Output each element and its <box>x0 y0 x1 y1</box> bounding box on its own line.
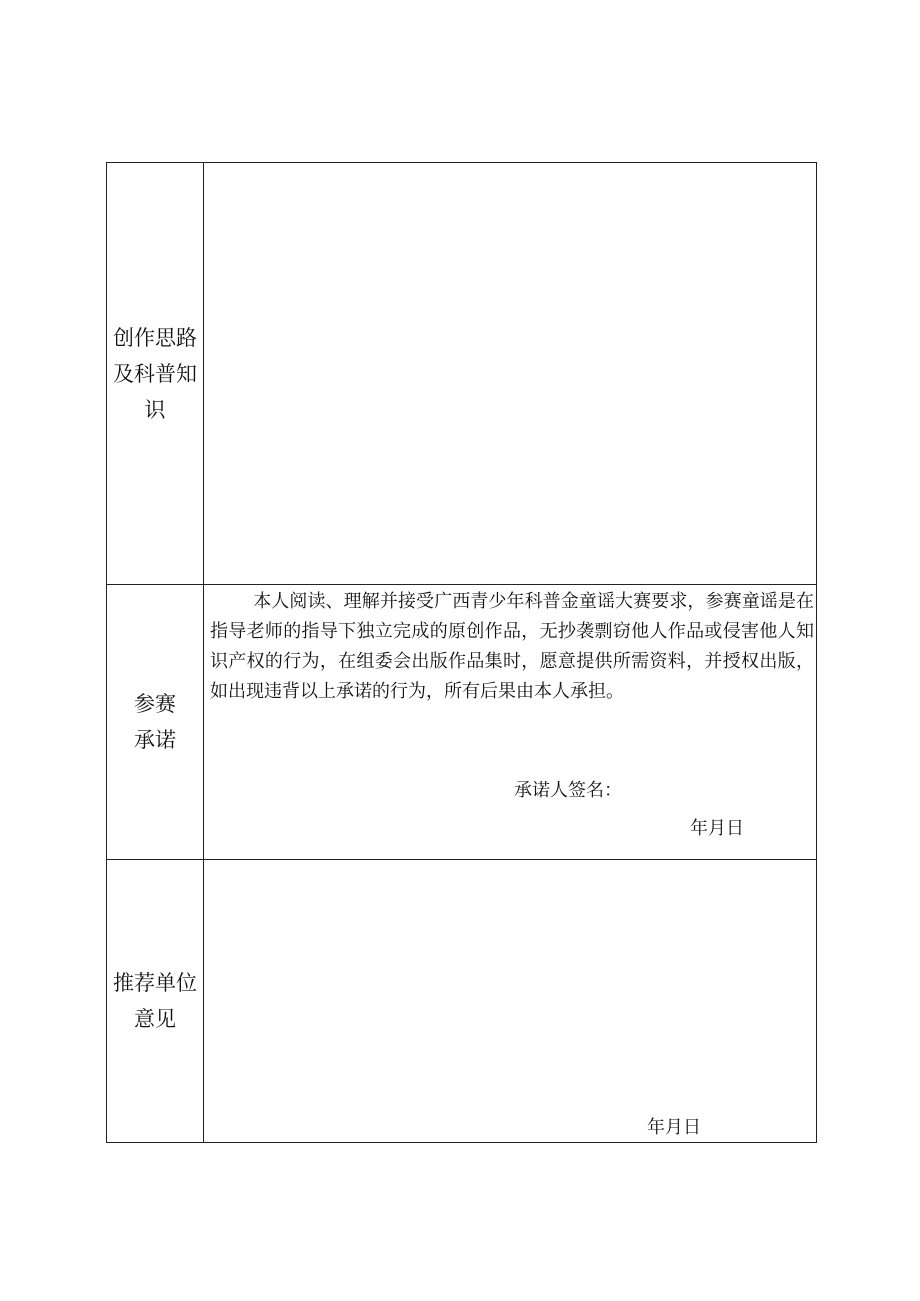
recommendation-date-label[interactable]: 年月日 <box>647 1117 701 1138</box>
pledge-content-cell <box>204 585 817 860</box>
creative-idea-input-area[interactable] <box>204 163 817 585</box>
creative-idea-label-line-2: 及科普知 <box>113 361 197 386</box>
creative-idea-label-cell <box>107 163 204 585</box>
recommendation-input-area[interactable] <box>204 860 817 1143</box>
recommendation-label-cell <box>107 860 204 1143</box>
pledge-statement-text: 本人阅读、理解并接受广西青少年科普金童谣大赛要求，参赛童谣是在指导老师的指导下独立完成的原创作品，无抄袭剽窃他人作品或侵害他人知识产权的行为，在组委会出版作品集时，愿意提供所需资料，并授权出版，如出现违背以上承诺的行为，所有后果由本人承担。 <box>210 591 814 702</box>
form-row-creative-idea <box>107 163 817 585</box>
pledge-label-cell <box>107 585 204 860</box>
entry-form-table <box>106 162 817 1143</box>
recommendation-label-line-1: 推荐单位 <box>113 971 197 995</box>
form-row-pledge <box>107 585 817 860</box>
signature-label[interactable]: 承诺人签名： <box>514 780 622 801</box>
creative-idea-label-line-1: 创作思路 <box>113 325 197 350</box>
creative-idea-label-line-3: 识 <box>144 397 166 422</box>
pledge-date-label[interactable]: 年月日 <box>690 818 744 839</box>
recommendation-label-line-2: 意见 <box>134 1007 176 1031</box>
pledge-label-line-1: 参赛 <box>134 692 176 716</box>
pledge-label-line-2: 承诺 <box>134 728 176 752</box>
form-row-recommendation <box>107 860 817 1143</box>
